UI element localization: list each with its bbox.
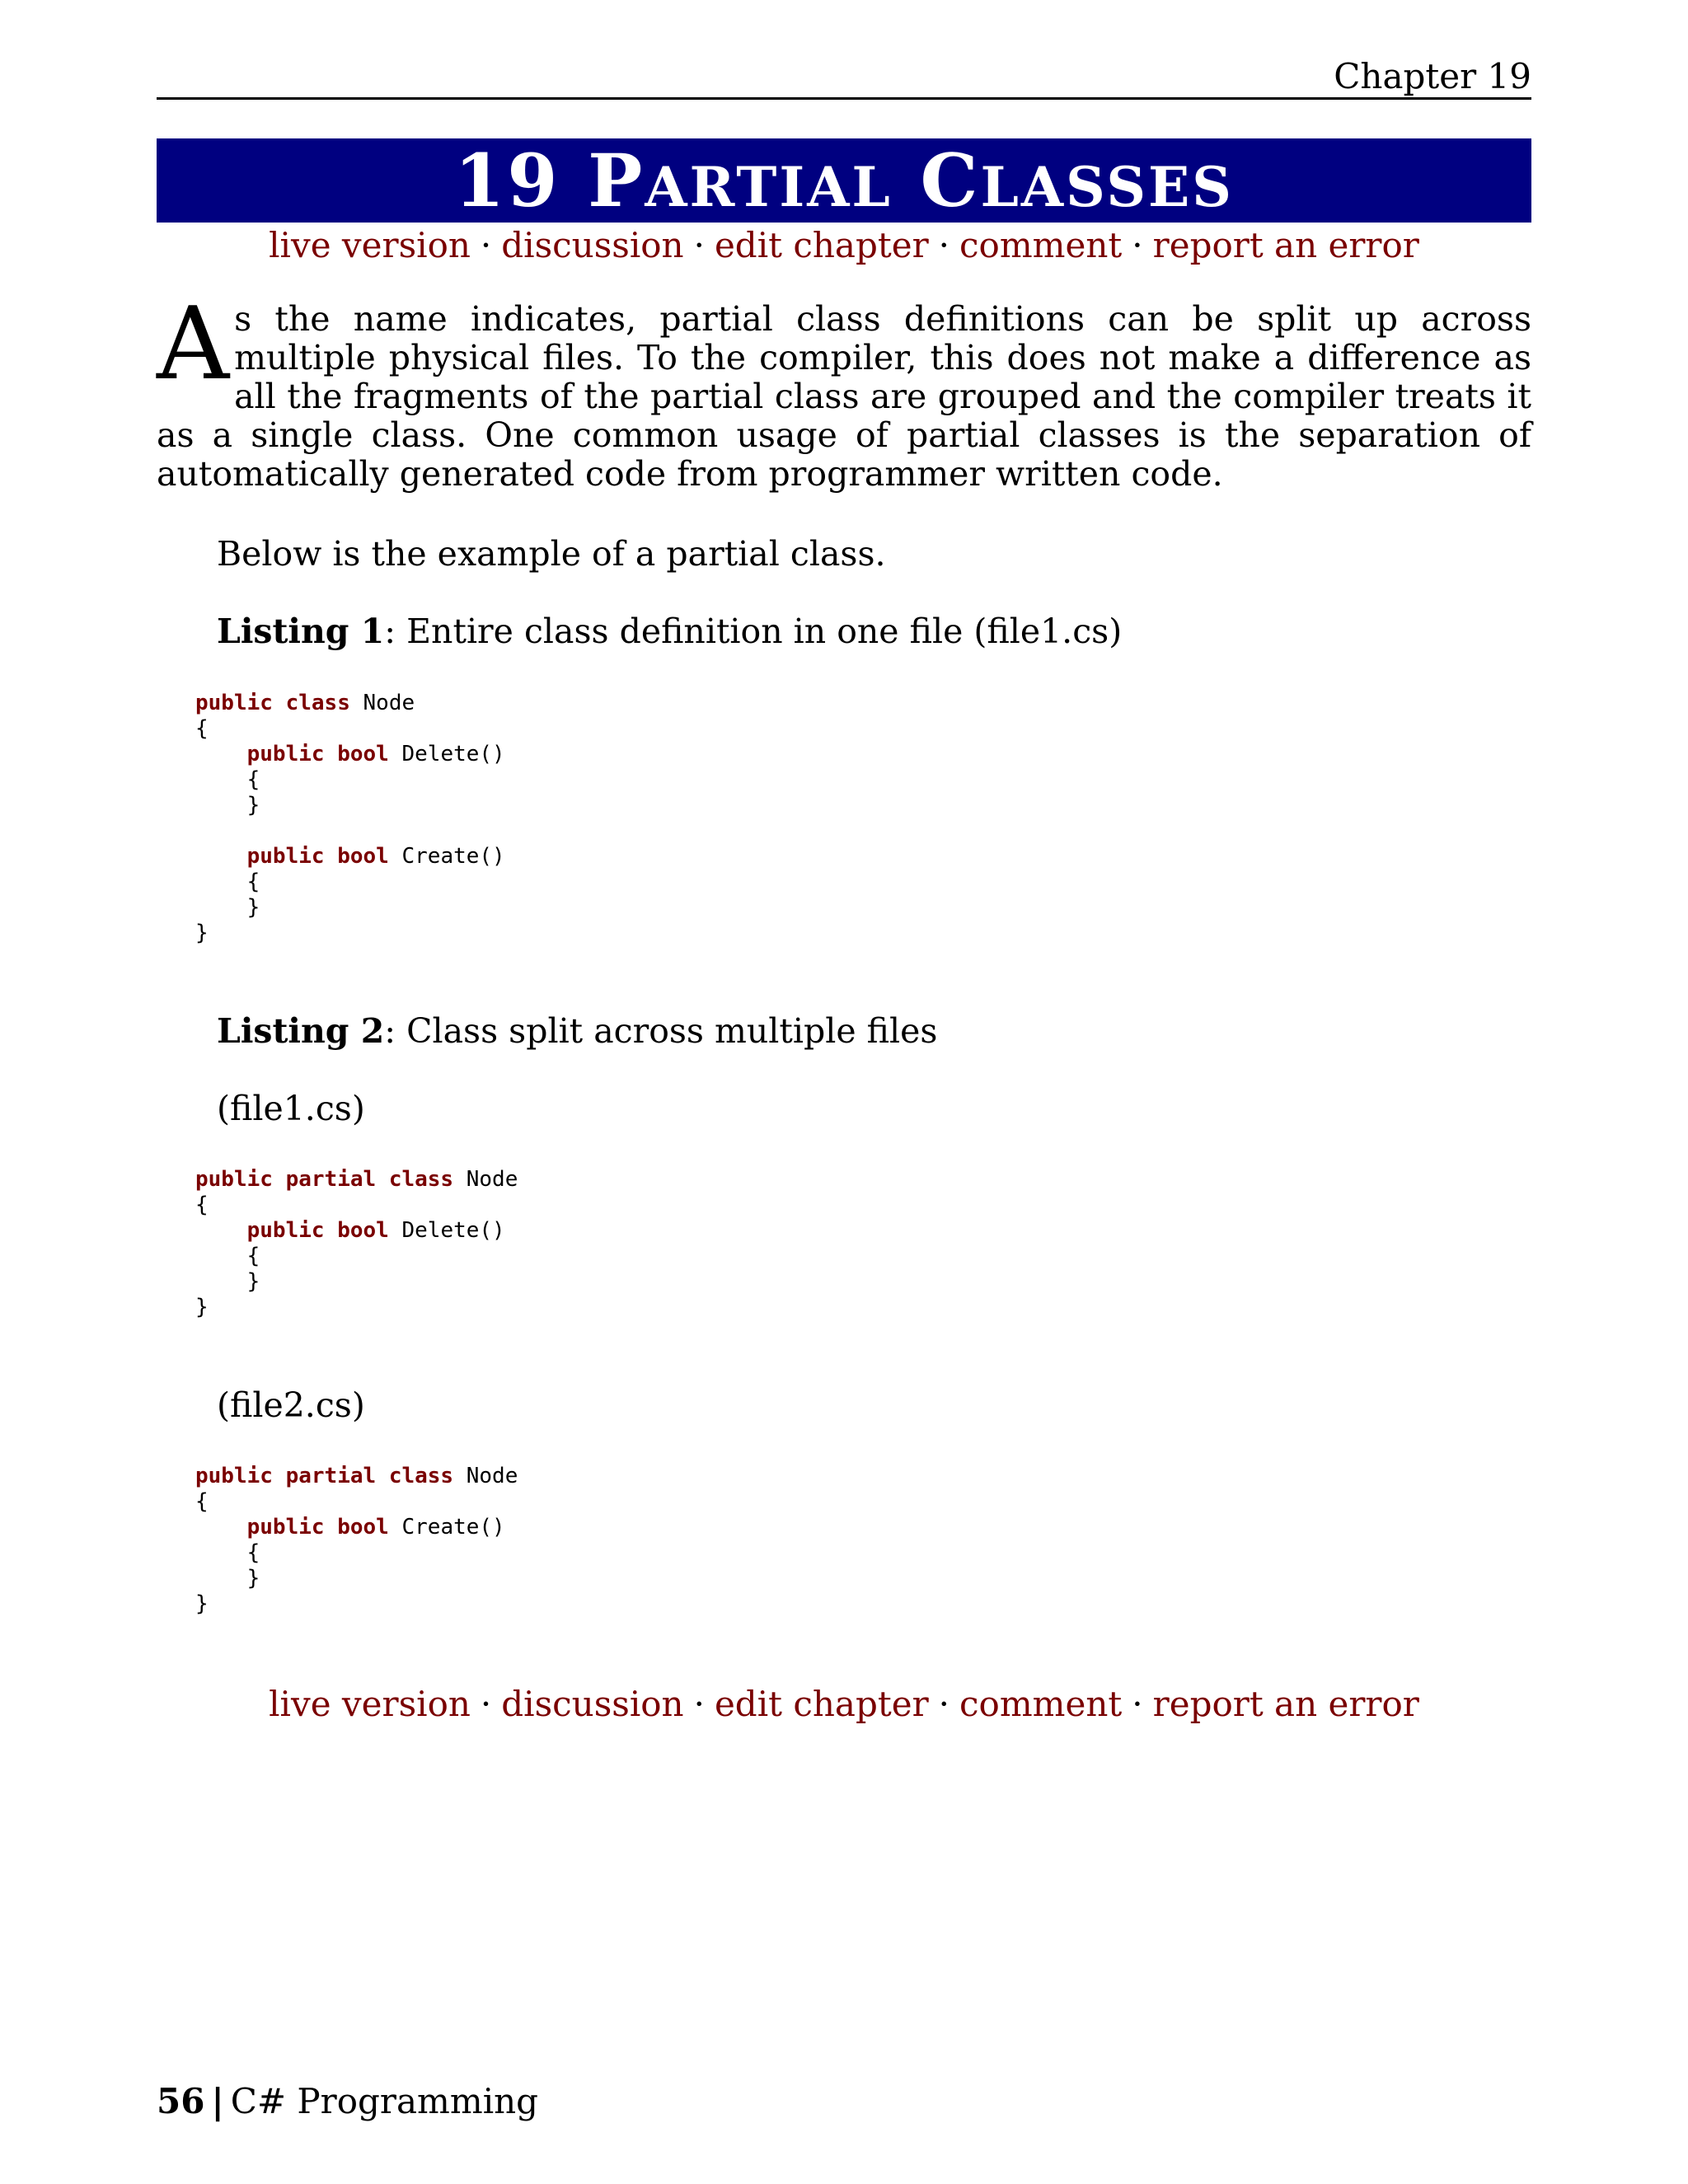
footer-separator: |: [211, 2081, 224, 2121]
code-identifier: Node: [349, 691, 415, 715]
link-separator: ·: [1132, 1684, 1143, 1724]
edit-chapter-link[interactable]: edit chapter: [714, 1684, 929, 1724]
title-word2-rest: LASSES: [980, 155, 1234, 219]
code-line: [195, 895, 1349, 921]
report-error-link[interactable]: report an error: [1152, 225, 1419, 265]
book-title: C# Programming: [230, 2081, 539, 2121]
link-separator: ·: [938, 1684, 950, 1724]
link-separator: ·: [480, 225, 492, 265]
code-line: [195, 793, 1349, 818]
code-line: {: [195, 716, 209, 741]
code-line: {: [195, 1193, 209, 1217]
code-line: [195, 1269, 1349, 1295]
title-word1-rest: ARTIAL: [645, 155, 893, 219]
code-line: [195, 844, 1349, 869]
live-version-link[interactable]: live version: [269, 1684, 471, 1724]
code-keyword: public: [246, 1515, 325, 1540]
code-line: [195, 1167, 1349, 1193]
code-keyword: public: [246, 742, 325, 766]
listing1-label: Listing 1: [217, 612, 385, 651]
code-line: }: [195, 921, 209, 945]
code-identifier: Create(): [388, 1515, 505, 1540]
chapter-title: [157, 138, 1531, 223]
code-keyword: public: [246, 844, 325, 869]
code-line: [195, 1566, 1349, 1591]
code-brace: {: [246, 869, 260, 894]
code-keyword: class: [388, 1464, 454, 1488]
code-brace: }: [246, 1566, 260, 1591]
listing2-label: Listing 2: [217, 1011, 385, 1051]
code-keyword: bool: [337, 844, 389, 869]
discussion-link[interactable]: discussion: [501, 1684, 684, 1724]
listing1-code: [195, 691, 1349, 946]
code-line: [195, 1540, 1349, 1566]
comment-link[interactable]: comment: [959, 1684, 1123, 1724]
code-keyword: public: [195, 1167, 273, 1192]
chapter-links-bottom: [157, 1681, 1531, 1727]
title-word2-initial: C: [920, 138, 981, 223]
link-separator: ·: [480, 1684, 492, 1724]
link-separator: ·: [693, 1684, 705, 1724]
code-line: [195, 1464, 1349, 1489]
code-line: {: [195, 1489, 209, 1514]
code-brace: {: [246, 1540, 260, 1565]
listing2-file1-code: [195, 1167, 1349, 1320]
code-keyword: class: [285, 691, 350, 715]
code-brace: }: [246, 1269, 260, 1294]
code-blank-line: [195, 818, 1349, 844]
file2-label: (file2.cs): [217, 1385, 365, 1425]
code-identifier: Node: [453, 1464, 518, 1488]
live-version-link[interactable]: live version: [269, 225, 471, 265]
code-keyword: bool: [337, 1218, 389, 1243]
code-line: }: [195, 1591, 209, 1616]
drop-cap: A: [157, 285, 230, 402]
code-keyword: class: [388, 1167, 454, 1192]
code-line: [195, 767, 1349, 793]
listing1-caption-text: : Entire class definition in one file (file1.cs): [384, 612, 1123, 651]
chapter-number: 19: [454, 138, 560, 223]
code-identifier: Create(): [388, 844, 505, 869]
report-error-link[interactable]: report an error: [1152, 1684, 1419, 1724]
code-identifier: Delete(): [388, 1218, 505, 1243]
code-brace: {: [246, 767, 260, 792]
file1-label: (file1.cs): [217, 1089, 365, 1128]
below-text: Below is the example of a partial class.: [217, 534, 886, 574]
page-footer: [157, 2080, 538, 2123]
code-keyword: bool: [337, 1515, 389, 1540]
link-separator: ·: [938, 225, 950, 265]
code-keyword: public: [246, 1218, 325, 1243]
listing2-caption: [217, 1010, 937, 1052]
code-keyword: partial: [285, 1464, 377, 1488]
code-identifier: Delete(): [388, 742, 505, 766]
header-chapter-label: Chapter 19: [1334, 56, 1531, 96]
code-keyword: public: [195, 691, 273, 715]
page-number: 56: [157, 2081, 205, 2121]
code-line: [195, 1515, 1349, 1540]
comment-link[interactable]: comment: [959, 225, 1123, 265]
code-line: }: [195, 1295, 209, 1319]
chapter-links-top: [157, 223, 1531, 269]
intro-text: s the name indicates, partial class definitions can be split up across multiple physical files. To the compiler, this does not make a difference as all the fragments of the partial class are grouped and the compiler treats it as a single class. One common usage of partial classes is the separation of automatically generated code from programmer written code.: [157, 299, 1531, 494]
listing1-caption: [217, 611, 1122, 652]
link-separator: ·: [693, 225, 705, 265]
code-line: [195, 742, 1349, 767]
code-keyword: bool: [337, 742, 389, 766]
edit-chapter-link[interactable]: edit chapter: [714, 225, 929, 265]
discussion-link[interactable]: discussion: [501, 225, 684, 265]
code-line: [195, 1244, 1349, 1269]
listing2-caption-text: : Class split across multiple files: [384, 1011, 938, 1051]
code-identifier: Node: [453, 1167, 518, 1192]
page-header: [157, 56, 1531, 100]
code-brace: }: [246, 793, 260, 818]
code-keyword: partial: [285, 1167, 377, 1192]
code-line: [195, 1218, 1349, 1244]
link-separator: ·: [1132, 225, 1143, 265]
code-brace: {: [246, 1244, 260, 1268]
listing2-file2-code: [195, 1464, 1349, 1617]
code-brace: }: [246, 895, 260, 920]
code-keyword: public: [195, 1464, 273, 1488]
code-line: [195, 869, 1349, 895]
title-word1-initial: P: [588, 138, 645, 223]
code-line: [195, 691, 1349, 716]
intro-paragraph: [157, 285, 1531, 494]
